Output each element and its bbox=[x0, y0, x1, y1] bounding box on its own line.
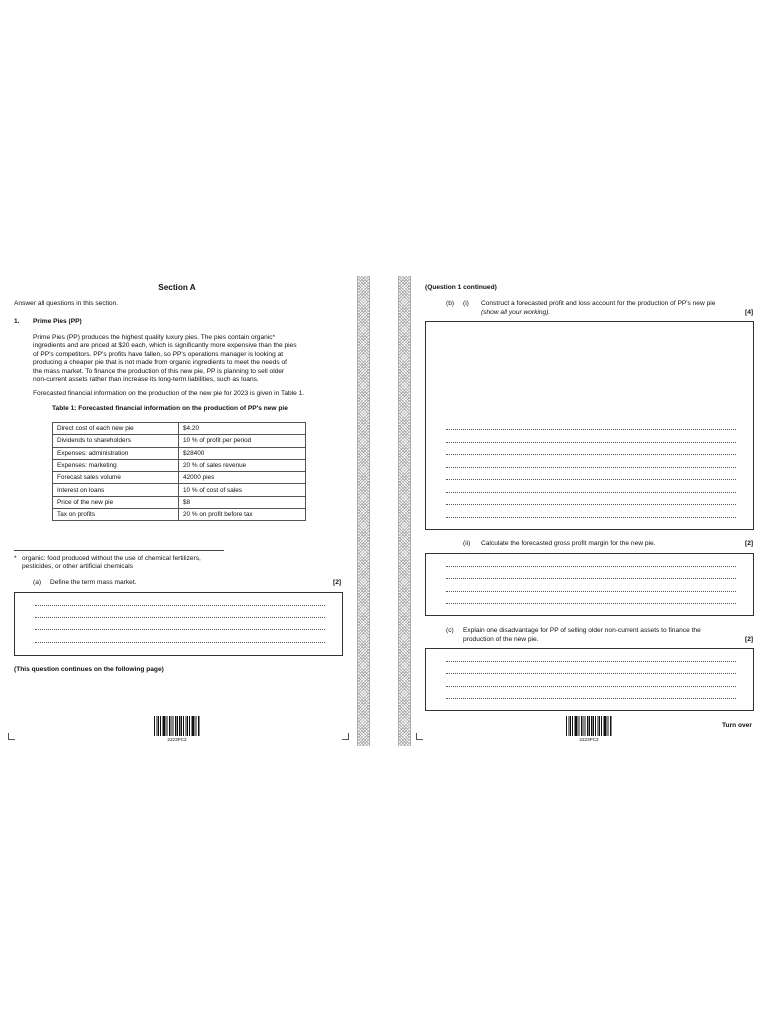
answer-line bbox=[446, 442, 736, 443]
part-a-question: Define the term mass market. bbox=[50, 579, 137, 586]
part-b-label: (b) bbox=[446, 300, 455, 307]
answer-line bbox=[446, 673, 736, 674]
answer-line bbox=[35, 617, 325, 618]
answer-line bbox=[35, 629, 325, 630]
answer-box-b-i[interactable] bbox=[425, 321, 754, 530]
table-caption: Table 1: Forecasted financial information on the production of PP's new pie bbox=[52, 405, 288, 412]
answer-line bbox=[446, 504, 736, 505]
table-row: Price of the new pie $8 bbox=[53, 496, 306, 508]
table-row: Dividends to shareholders 10 % of profit per period bbox=[53, 435, 306, 447]
part-c-label: (c) bbox=[446, 627, 454, 634]
answer-line bbox=[446, 661, 736, 662]
part-c-line1: Explain one disadvantage for PP of selling older non-current assets to finance the bbox=[463, 627, 701, 634]
intro-line: of PP's competitors. PP's profits have fallen, so PP's operations manager is looking at bbox=[33, 350, 284, 358]
part-b-i-line1: Construct a forecasted profit and loss account for the production of PP's new pie bbox=[481, 300, 716, 307]
part-c-line2: production of the new pie. bbox=[463, 635, 539, 643]
part-c-marks: [2] bbox=[745, 635, 754, 643]
case-study-intro bbox=[33, 334, 348, 384]
barcode-right bbox=[566, 716, 612, 736]
instructions: Answer all questions in this section. bbox=[14, 300, 119, 307]
intro-line: Prime Pies (PP) produces the highest quality luxury pies. The pies contain organic* bbox=[33, 334, 276, 341]
answer-line bbox=[446, 429, 736, 430]
table-row: Interest on loans 10 % of cost of sales bbox=[53, 484, 306, 496]
forecast-line: Forecasted financial information on the production of the new pie for 2023 is given in Table 1. bbox=[33, 390, 305, 397]
answer-line bbox=[446, 603, 736, 604]
answer-line bbox=[446, 686, 736, 687]
crop-mark-bottom-right bbox=[342, 733, 349, 740]
answer-line bbox=[446, 479, 736, 480]
part-b-i-marks: [4] bbox=[745, 308, 754, 316]
answer-box-b-ii[interactable] bbox=[425, 553, 754, 616]
intro-line: the mass market. To finance the production of this new pie, PP is planning to sell older bbox=[33, 367, 285, 375]
barcode-left bbox=[154, 716, 200, 736]
question-title: Prime Pies (PP) bbox=[33, 318, 82, 325]
part-b-ii-marks: [2] bbox=[745, 540, 754, 547]
answer-line bbox=[446, 578, 736, 579]
table-row: Expenses: marketing 20 % of sales revenue bbox=[53, 459, 306, 471]
answer-line bbox=[35, 605, 325, 606]
answer-box-c[interactable] bbox=[425, 648, 754, 711]
question-number: 1. bbox=[14, 318, 20, 325]
page-binding-strip bbox=[357, 276, 370, 746]
continues-note: (This question continues on the following page) bbox=[14, 666, 164, 673]
footnote-marker: * bbox=[14, 555, 17, 562]
answer-line bbox=[446, 566, 736, 567]
section-title: Section A bbox=[158, 283, 196, 292]
part-b-ii-label: (ii) bbox=[463, 540, 471, 547]
answer-line bbox=[35, 642, 325, 643]
continued-heading: (Question 1 continued) bbox=[425, 284, 497, 291]
crop-mark-bottom-left bbox=[416, 733, 423, 740]
table-row: Direct cost of each new pie $4.20 bbox=[53, 423, 306, 435]
intro-line: non-current assets rather than increase its long-term liabilities, such as loans. bbox=[33, 376, 259, 384]
part-a-label: (a) bbox=[33, 579, 42, 586]
answer-line bbox=[446, 698, 736, 699]
answer-line bbox=[446, 492, 736, 493]
table-row: Tax on profits 20 % on profit before tax bbox=[53, 509, 306, 521]
answer-line bbox=[446, 517, 736, 518]
table-row: Forecast sales volume 42000 pies bbox=[53, 472, 306, 484]
answer-line bbox=[446, 591, 736, 592]
forecast-table bbox=[52, 422, 306, 521]
part-b-i-line2: (show all your working). bbox=[481, 308, 551, 316]
part-a-marks: [2] bbox=[333, 579, 342, 586]
barcode-label-right: 2223PC2 bbox=[579, 737, 599, 742]
intro-line: ingredients and are priced at $20 each, which is significantly more expensive than the pies bbox=[33, 342, 297, 350]
answer-line bbox=[446, 454, 736, 455]
barcode-label-left: 2223PC2 bbox=[167, 737, 187, 742]
footnote: organic: food produced without the use of chemical fertilizers, pesticides, or other artificial chemicals bbox=[22, 555, 201, 571]
intro-line: producing a cheaper pie that is not made from organic ingredients to meet the needs of bbox=[33, 359, 288, 367]
footnote-rule bbox=[14, 550, 224, 551]
part-b-i-label: (i) bbox=[463, 300, 469, 307]
crop-mark-bottom-left bbox=[8, 733, 15, 740]
turn-over-label: Turn over bbox=[722, 722, 752, 729]
table-row: Expenses: administration $28400 bbox=[53, 447, 306, 459]
page-binding-strip bbox=[398, 276, 411, 746]
answer-line bbox=[446, 467, 736, 468]
answer-box-a[interactable] bbox=[14, 592, 343, 656]
part-b-ii-question: Calculate the forecasted gross profit margin for the new pie. bbox=[481, 540, 656, 547]
